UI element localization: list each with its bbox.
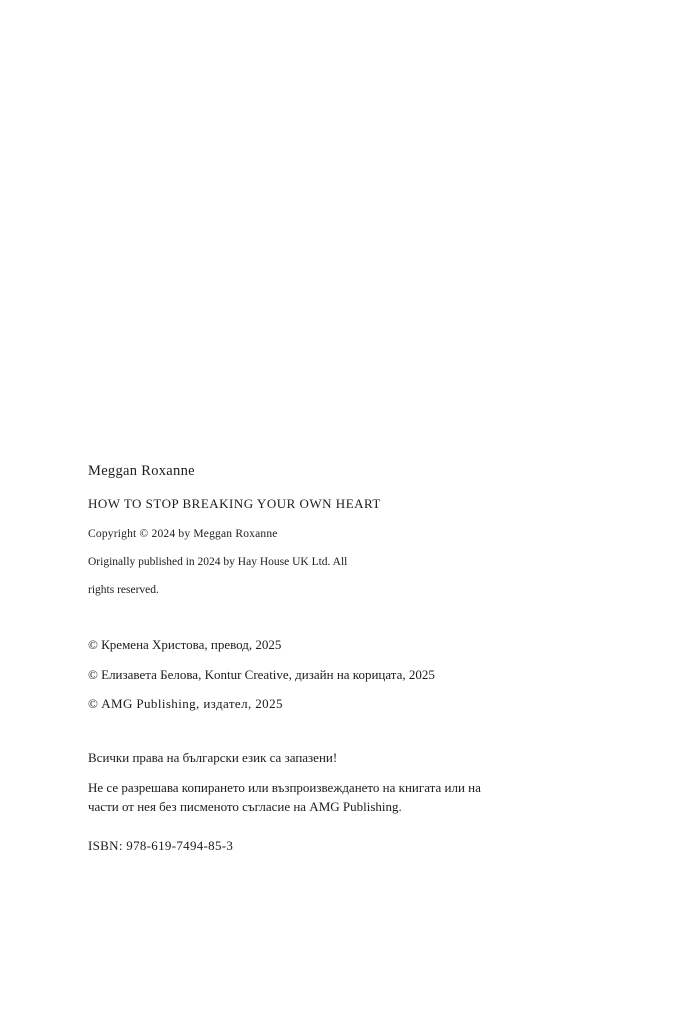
copy-notice-line: части от нея без писменото съгласие на AMG Publishing. <box>88 799 402 814</box>
publisher-credit: © AMG Publishing, издател, 2025 <box>88 696 283 711</box>
copyright-line: Copyright © 2024 by Meggan Roxanne <box>88 528 278 540</box>
original-publication-line: rights reserved. <box>88 584 159 596</box>
book-title: HOW TO STOP BREAKING YOUR OWN HEART <box>88 496 381 511</box>
original-publication-line: Originally published in 2024 by Hay House UK Ltd. All <box>88 556 348 568</box>
isbn: ISBN: 978-619-7494-85-3 <box>88 838 234 853</box>
cover-design-credit: © Елизавета Белова, Kontur Creative, дизайн на корицата, 2025 <box>88 667 435 682</box>
rights-reserved: Всички права на български език са запазени! <box>88 750 338 765</box>
copy-notice-line: Не се разрешава копирането или възпроизвеждането на книгата или на <box>88 780 481 795</box>
translation-credit: © Кремена Христова, превод, 2025 <box>88 637 282 652</box>
author-name: Meggan Roxanne <box>88 463 195 479</box>
